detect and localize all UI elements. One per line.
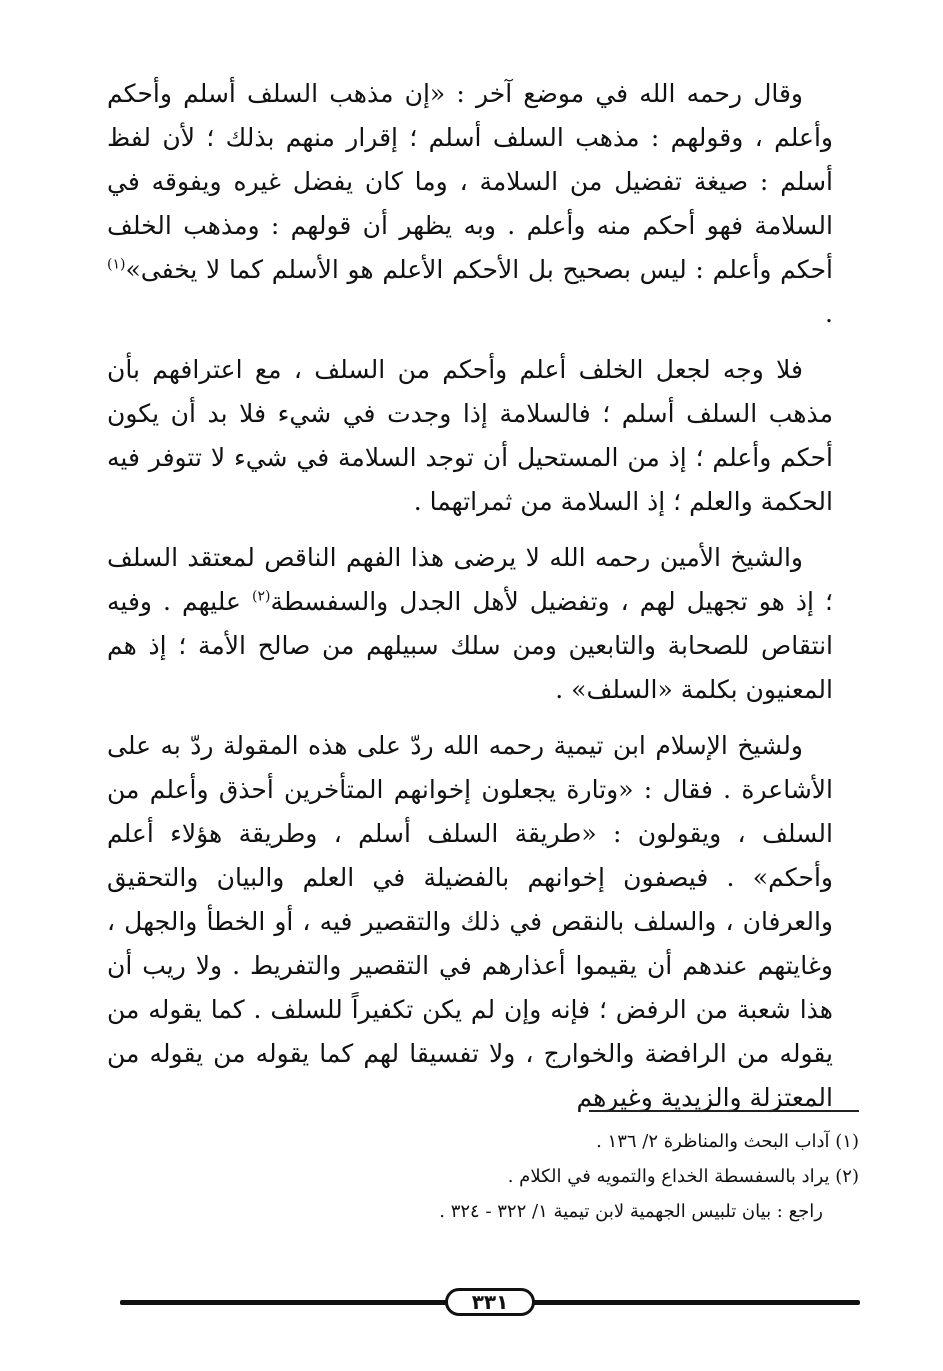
paragraph-2 — [107, 348, 833, 524]
paragraph-2-text: فلا وجه لجعل الخلف أعلم وأحكم من السلف ، مع اعترافهم بأن مذهب السلف أسلم ؛ فالسلامة إذا وجدت في شيء فلا بد أن يكون أحكم وأعلم ؛ إذ من المستحيل أن توجد السلامة في شيء لا تتوفر فيه الحكمة والعلم ؛ إذ السلامة من ثمراتهما . — [107, 355, 833, 516]
paragraph-3 — [107, 536, 833, 712]
paragraph-1-text: وقال رحمه الله في موضع آخر : «إن مذهب السلف أسلم وأحكم وأعلم ، وقولهم : مذهب السلف أسلم ؛ إقرار منهم بذلك ؛ لأن لفظ أسلم : صيغة تفضيل من السلامة ، وما كان يفضل غيره ويفوقه في السلامة فهو أحكم منه وأعلم . وبه يظهر أن قولهم : ومذهب الخلف أحكم وأعلم : ليس بصحيح بل الأحكم الأعلم هو الأسلم كما لا يخفى» — [107, 79, 833, 284]
footnote-marker-2: (٢) — [251, 588, 271, 605]
paragraph-1-tail: . — [825, 299, 833, 328]
footnote-2: (٢) يراد بالسفسطة الخداع والتمويه في الكلام . — [507, 1166, 859, 1187]
paragraph-4 — [107, 724, 833, 1120]
footnote-2-reference: راجع : بيان تلبيس الجهمية لابن تيمية ١/ ٣٢٢ - ٣٢٤ . — [439, 1201, 823, 1222]
footnote-marker-1: (١) — [107, 256, 126, 273]
footnotes — [133, 1124, 859, 1229]
footnote-1: (١) آداب البحث والمناظرة ٢/ ١٣٦ . — [596, 1131, 859, 1152]
page-number-bar — [120, 1290, 860, 1314]
paragraph-1 — [107, 72, 833, 336]
footnote-divider — [589, 1110, 859, 1112]
main-text — [107, 72, 833, 1120]
paragraph-3-text: والشيخ الأمين رحمه الله لا يرضى هذا الفهم الناقص لمعتقد السلف ؛ إذ هو تجهيل لهم ، وتفضيل لأهل الجدل والسفسطة — [107, 543, 833, 616]
paragraph-3-tail: عليهم . وفيه انتقاص للصحابة والتابعين ومن سلك سبيلهم من صالح الأمة ؛ إذ هم المعنيون بكلمة «السلف» . — [107, 587, 833, 704]
paragraph-4-text: ولشيخ الإسلام ابن تيمية رحمه الله ردّ على هذه المقولة ردّ به على الأشاعرة . فقال : «وتارة يجعلون إخوانهم المتأخرين أحذق وأعلم من السلف ، ويقولون : «طريقة السلف أسلم ، وطريقة هؤلاء أعلم وأحكم» . فيصفون إخوانهم بالفضيلة في العلم والبيان والتحقيق والعرفان ، والسلف بالنقص في ذلك والتقصير فيه ، أو الخطأ والجهل ، وغايتهم عندهم أن يقيموا أعذارهم في التقصير والتفريط . ولا ريب أن هذا شعبة من الرفض ؛ فإنه وإن لم يكن تكفيراً للسلف . كما يقوله من يقوله من الرافضة والخوارج ، ولا تفسيقا لهم كما يقوله من يقوله من المعتزلة والزيدية وغيرهم — [107, 731, 833, 1112]
page-number-frame — [445, 1288, 535, 1316]
page-number: ٣٣١ — [471, 1290, 509, 1314]
